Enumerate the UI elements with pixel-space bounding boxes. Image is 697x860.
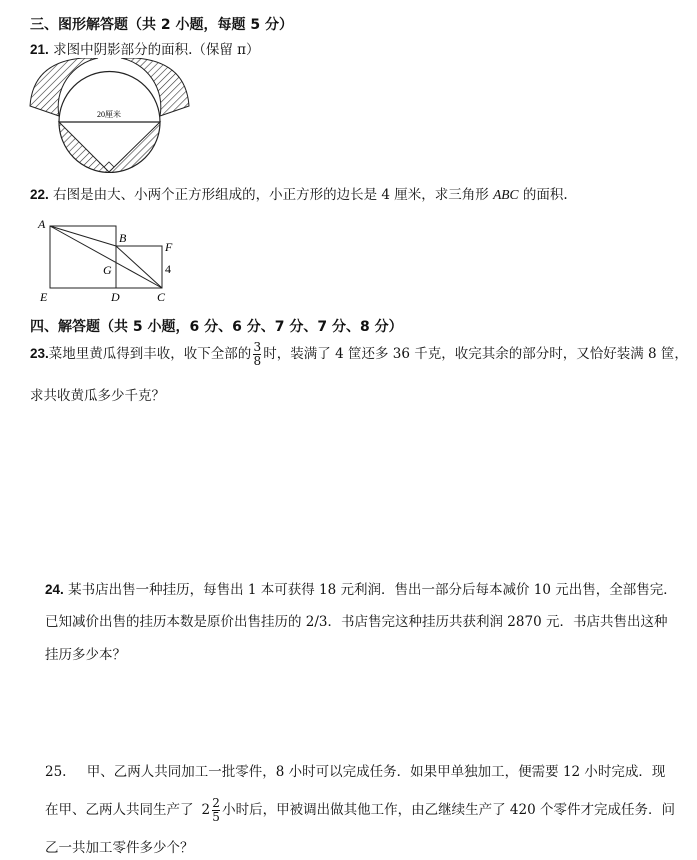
question-21 bbox=[30, 38, 260, 58]
segment-bc bbox=[116, 246, 162, 288]
fraction-3-8 bbox=[253, 341, 261, 368]
mixed-numerator: 2 bbox=[212, 796, 220, 810]
section-3-heading: 三、图形解答题（共 2 小题，每题 5 分） bbox=[30, 17, 293, 33]
label-a: A bbox=[38, 217, 46, 231]
mixed-whole: 2 bbox=[201, 802, 211, 818]
question-24-line1 bbox=[45, 578, 677, 598]
question-25-text-1: 甲、乙两人共同加工一批零件，8 小时可以完成任务．如果甲单独加工，便需要 12 小时完成．现 bbox=[86, 764, 666, 780]
mixed-number bbox=[201, 796, 223, 824]
shaded-region-left bbox=[30, 58, 98, 116]
question-23-text-b: 时，装满了 4 筐还多 36 千克，收完其余的部分时，又恰好装满 8 筐， bbox=[263, 346, 688, 362]
question-22-text-c: 的面积. bbox=[522, 187, 568, 203]
question-22-value: 4 bbox=[381, 187, 390, 203]
fraction-denominator: 8 bbox=[253, 354, 262, 368]
q22-figure bbox=[30, 214, 190, 306]
question-25-text-2b: 小时后，甲被调出做其他工作，由乙继续生产了 420 个零件才完成任务．问 bbox=[222, 802, 675, 818]
label-b: B bbox=[119, 231, 127, 245]
question-22-text-a: 右图是由大、小两个正方形组成的，小正方形的边长是 bbox=[53, 187, 378, 203]
question-25-text-2a: 在甲、乙两人共同生产了 bbox=[45, 802, 194, 818]
section-4-heading: 四、解答题（共 5 小题，6 分、6 分、7 分、7 分、8 分） bbox=[30, 319, 403, 335]
question-24-line3: 挂历多少本？ bbox=[45, 647, 126, 663]
fraction-numerator: 3 bbox=[253, 340, 262, 354]
segment-ab bbox=[50, 226, 116, 246]
question-22-text-b: 厘米，求三角形 bbox=[394, 187, 489, 203]
label-side-4: 4 bbox=[165, 262, 171, 276]
question-23-line2: 求共收黄瓜多少千克？ bbox=[30, 388, 165, 404]
question-25-line3: 乙一共加工零件多少个？ bbox=[45, 840, 194, 856]
question-23 bbox=[30, 337, 688, 371]
label-d: D bbox=[111, 290, 120, 304]
label-e: E bbox=[40, 290, 48, 304]
label-c: C bbox=[157, 290, 166, 304]
question-23-text-a: 菜地里黄瓜得到丰收，收下全部的 bbox=[48, 346, 252, 362]
question-24-line2: 已知减价出售的挂历本数是原价出售挂历的 2/3．书店售完这种挂历共获利润 2870 元．书店共售出这种 bbox=[45, 614, 668, 630]
question-24-text-1: 某书店出售一种挂历，每售出 1 本可获得 18 元利润．售出一部分后每本减价 10 元出售，全部售完． bbox=[68, 582, 677, 598]
question-21-number: 21. bbox=[30, 42, 49, 57]
question-25-number: 25. bbox=[45, 764, 67, 780]
question-21-text: 求图中阴影部分的面积.（保留 π） bbox=[53, 42, 260, 58]
label-g: G bbox=[103, 263, 112, 277]
shaded-region-right bbox=[121, 58, 189, 116]
question-23-number: 23. bbox=[30, 346, 49, 361]
question-24-number: 24. bbox=[45, 582, 64, 597]
question-22 bbox=[30, 183, 568, 203]
diameter-label: 20厘米 bbox=[97, 110, 121, 119]
question-25-line2 bbox=[45, 790, 675, 830]
question-25-line1 bbox=[45, 760, 665, 780]
label-f: F bbox=[165, 240, 173, 254]
triangle-name: ABC bbox=[493, 187, 519, 202]
mixed-denominator: 5 bbox=[212, 810, 220, 824]
question-22-number: 22. bbox=[30, 187, 49, 202]
q21-figure bbox=[28, 58, 193, 173]
segment-ac bbox=[50, 226, 162, 288]
